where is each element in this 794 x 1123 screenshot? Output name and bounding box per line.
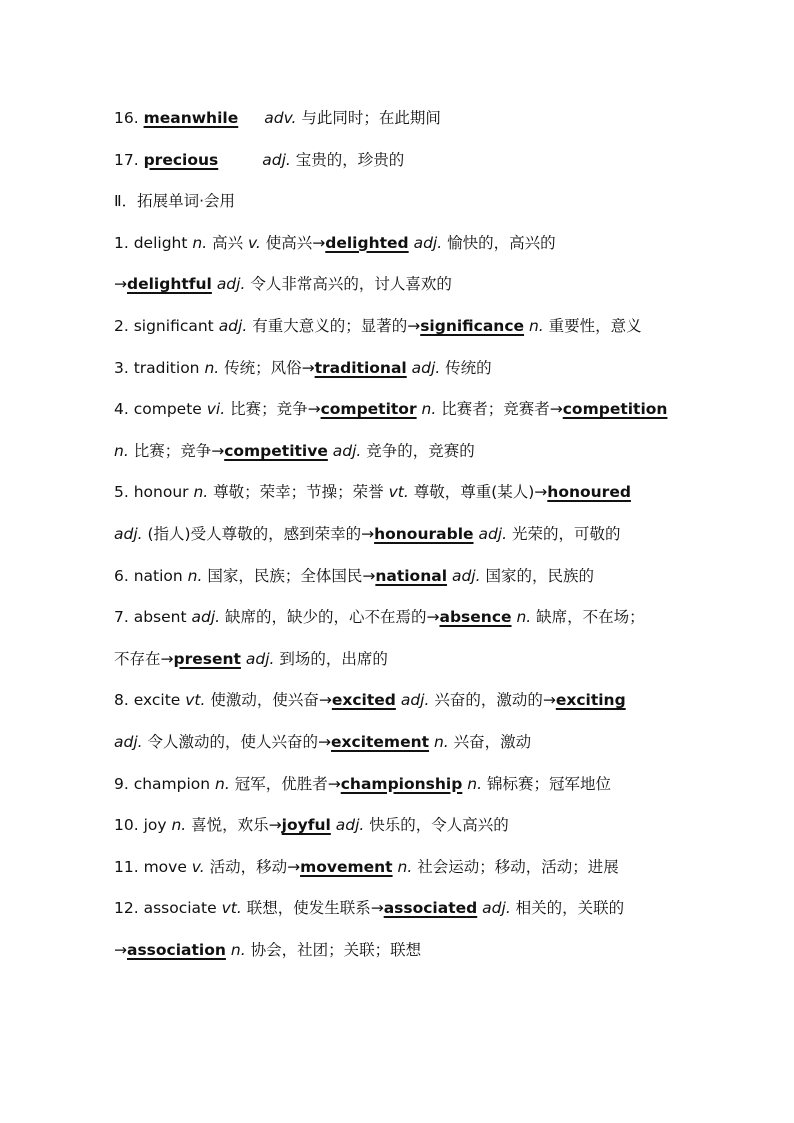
entry-text: 17. [114, 150, 144, 169]
entry-text: 比赛；竞争→ [128, 441, 225, 460]
answer-word: absence [439, 608, 512, 627]
answer-word: traditional [314, 358, 407, 377]
entry-text: 10. joy [114, 816, 172, 835]
entry-text: 不存在→ [114, 649, 174, 668]
vocab-entry-line [114, 350, 714, 392]
entry-text: 1. delight [114, 233, 193, 252]
entry-text: 到场的，出席的 [274, 649, 388, 668]
entry-text: 5. honour [114, 483, 194, 502]
vocab-entry-line [114, 932, 714, 974]
answer-word: precious [143, 150, 219, 169]
part-of-speech: n. [467, 774, 483, 793]
entry-text: 快乐的，令人高兴的 [364, 816, 509, 835]
vocabulary-document [114, 100, 714, 973]
vocab-entry-line [114, 308, 714, 350]
vocab-entry-line [114, 142, 714, 184]
entry-text: 9. champion [114, 774, 216, 793]
part-of-speech: n. [187, 566, 203, 585]
entry-text: 尊敬；荣幸；节操；荣誉 [208, 483, 389, 502]
vocab-entry-line [114, 100, 714, 142]
entry-text: 传统；风俗→ [219, 358, 315, 377]
answer-word: excitement [331, 732, 430, 751]
part-of-speech: n. [516, 608, 532, 627]
vocab-entry-line [114, 890, 714, 932]
entry-text: 11. move [114, 857, 192, 876]
answer-word: meanwhile [143, 109, 239, 127]
entry-text: 2. significant [114, 316, 219, 335]
vocab-entry-line [114, 474, 714, 516]
entry-text: 使激动，使兴奋→ [205, 691, 332, 710]
entry-text: 相关的，关联的 [510, 899, 625, 918]
part-of-speech: n. [397, 857, 413, 876]
answer-word: associated [383, 899, 478, 918]
entry-text: 国家的，民族的 [480, 566, 594, 585]
entry-text: 令人激动的，使人兴奋的→ [142, 732, 331, 751]
entry-text: Ⅱ．拓展单词·会用 [114, 192, 236, 211]
part-of-speech: adj. [478, 524, 508, 543]
entry-text: 有重大意义的；显著的→ [247, 316, 421, 335]
entry-text: 高兴 [207, 233, 248, 252]
part-of-speech: adj. [191, 608, 221, 627]
vocab-entry-line [114, 849, 714, 891]
answer-word: delighted [325, 233, 409, 252]
answer-word: national [375, 566, 448, 585]
entry-text: 社会运动；移动，活动；进展 [412, 857, 619, 876]
part-of-speech: adv. [264, 109, 297, 127]
entry-text: 传统的 [440, 358, 492, 377]
part-of-speech: adj. [482, 899, 511, 918]
answer-word: honoured [547, 483, 631, 502]
part-of-speech: adj. [114, 732, 143, 751]
part-of-speech: v. [191, 857, 205, 876]
vocab-entry-line [114, 266, 714, 308]
entry-text: 比赛；竞争→ [225, 400, 321, 419]
answer-word: competition [562, 400, 668, 419]
part-of-speech: vt. [221, 899, 242, 918]
vocab-entry-line [114, 724, 714, 766]
answer-word: honourable [374, 524, 474, 543]
part-of-speech: v. [248, 233, 261, 252]
part-of-speech: n. [171, 816, 187, 835]
vocab-entry-line [114, 641, 714, 683]
section-heading [114, 183, 714, 225]
part-of-speech: adj. [245, 649, 275, 668]
entry-text: 活动，移动→ [204, 857, 301, 876]
vocab-entry-line [114, 225, 714, 267]
entry-text: 冠军，优胜者→ [229, 774, 341, 793]
part-of-speech: vt. [185, 691, 206, 710]
answer-word: competitor [320, 400, 417, 419]
entry-text: 7. absent [114, 608, 192, 627]
entry-text: 缺席的，缺少的，心不在焉的→ [220, 608, 440, 627]
part-of-speech: adj. [411, 358, 441, 377]
vocab-entry-line [114, 391, 714, 433]
part-of-speech: adj. [332, 441, 362, 460]
part-of-speech: adj. [262, 150, 291, 169]
answer-word: excited [331, 691, 396, 710]
entry-text: 协会，社团；关联；联想 [245, 940, 422, 959]
answer-word: significance [420, 316, 525, 335]
answer-word: joyful [281, 816, 331, 835]
entry-text: 尊敬，尊重(某人)→ [408, 483, 548, 502]
vocab-entry-line [114, 807, 714, 849]
answer-word: delightful [127, 275, 212, 294]
entry-text: 兴奋的，激动的→ [429, 691, 556, 710]
answer-word: present [173, 649, 241, 668]
vocab-entry-line [114, 516, 714, 558]
entry-text: 4. compete [114, 400, 207, 419]
entry-text: → [114, 940, 127, 959]
entry-text: 16. [114, 109, 144, 127]
part-of-speech: n. [114, 441, 129, 460]
answer-word: association [127, 940, 226, 959]
part-of-speech: n. [204, 358, 220, 377]
entry-text: 缺席，不在场； [531, 608, 645, 627]
entry-text: 12. associate [114, 899, 222, 918]
entry-text: 锦标赛；冠军地位 [482, 774, 611, 793]
entry-text: 兴奋，激动 [448, 732, 532, 751]
entry-text: 3. tradition [114, 358, 205, 377]
vocab-entry-line [114, 433, 714, 475]
entry-text: 光荣的，可敬的 [507, 524, 621, 543]
part-of-speech: n. [192, 233, 208, 252]
part-of-speech: n. [433, 732, 449, 751]
part-of-speech: n. [528, 316, 544, 335]
vocab-entry-line [114, 599, 714, 641]
vocab-entry-line [114, 766, 714, 808]
entry-text: 与此同时；在此期间 [296, 109, 441, 127]
entry-text: 8. excite [114, 691, 186, 710]
part-of-speech: adj. [216, 275, 246, 294]
answer-word: exciting [555, 691, 626, 710]
part-of-speech: n. [230, 940, 246, 959]
entry-text: → [114, 275, 127, 294]
part-of-speech: vt. [388, 483, 409, 502]
entry-text: 喜悦，欢乐→ [186, 816, 282, 835]
part-of-speech: adj. [218, 316, 248, 335]
part-of-speech: vi. [206, 400, 226, 419]
entry-text: 使高兴→ [260, 233, 326, 252]
part-of-speech: adj. [335, 816, 365, 835]
entry-text: 国家，民族；全体国民→ [202, 566, 376, 585]
entry-text: 宝贵的，珍贵的 [290, 150, 405, 169]
part-of-speech: n. [215, 774, 230, 793]
entry-text: (指人)受人尊敬的，感到荣幸的→ [142, 524, 375, 543]
entry-text: 竞争的，竞赛的 [361, 441, 475, 460]
part-of-speech: adj. [413, 233, 443, 252]
answer-word: competitive [224, 441, 328, 460]
entry-text: 比赛者；竞赛者→ [436, 400, 563, 419]
entry-text: 令人非常高兴的，讨人喜欢的 [245, 275, 452, 294]
entry-text: 6. nation [114, 566, 188, 585]
part-of-speech: adj. [400, 691, 430, 710]
part-of-speech: adj. [114, 524, 143, 543]
part-of-speech: n. [193, 483, 209, 502]
entry-text: 愉快的，高兴的 [442, 233, 556, 252]
entry-text: 联想，使发生联系→ [241, 899, 384, 918]
answer-word: movement [300, 857, 393, 876]
part-of-speech: adj. [451, 566, 481, 585]
vocab-entry-line [114, 682, 714, 724]
vocab-entry-line [114, 558, 714, 600]
part-of-speech: n. [421, 400, 437, 419]
answer-word: championship [340, 774, 463, 793]
entry-text: 重要性，意义 [543, 316, 642, 335]
